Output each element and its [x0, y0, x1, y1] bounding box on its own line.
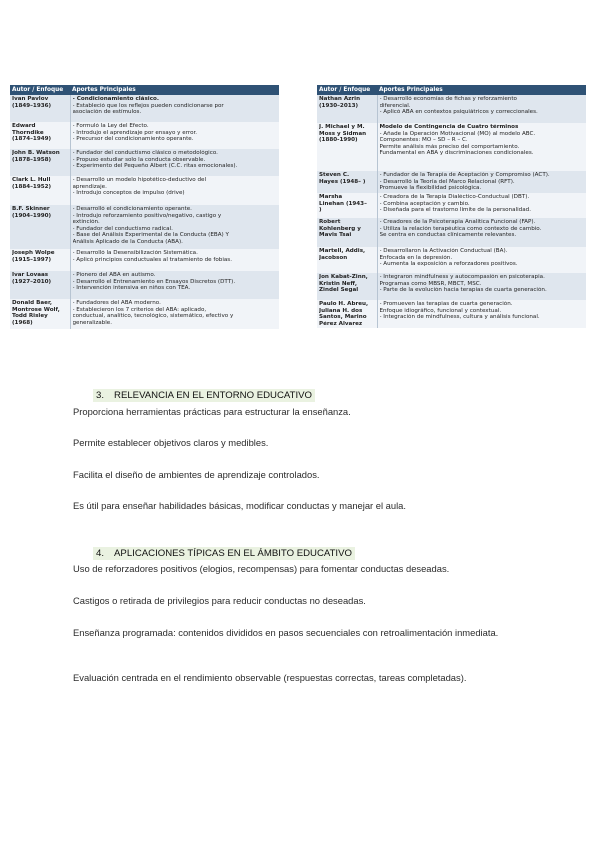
author-cell: Ivar Lovaas (1927–2010) [10, 271, 70, 299]
section-3-heading: 3. RELEVANCIA EN EL ENTORNO EDUCATIVO [93, 389, 315, 402]
table-row [317, 171, 586, 193]
author-cell: Joseph Wolpe (1915–1997) [10, 249, 70, 271]
table-row [317, 95, 586, 123]
section-3-paragraph: Es útil para enseñar habilidades básicas, modificar conductas y manejar el aula. [73, 500, 406, 511]
table-row [10, 122, 279, 149]
table-row [10, 205, 279, 249]
author-cell: Donald Baer, Montrose Wolf, Todd Risley (1968) [10, 299, 70, 329]
author-cell: J. Michael y M. Moss y Sidman (1880-1990) [317, 123, 377, 171]
table-row [10, 176, 279, 205]
author-cell: Marsha Linehan (1943– ) [317, 193, 377, 218]
authors-table-right [317, 85, 586, 328]
table-row [317, 193, 586, 218]
author-cell: Jon Kabat-Zinn, Kristin Neff, Zindel Segal [317, 273, 377, 300]
section-4-heading: 4. APLICACIONES TÍPICAS EN EL ÁMBITO EDUCATIVO [93, 547, 355, 560]
section-3-paragraph: Permite establecer objetivos claros y medibles. [73, 437, 269, 448]
table-row [317, 273, 586, 300]
contributions-cell: - Formuló la Ley del Efecto. - Introdujo el aprendizaje por ensayo y error. - Precursor del condicionamiento operante. [70, 122, 279, 149]
table-row [10, 95, 279, 122]
contributions-cell: - Desarrolló economías de fichas y reforzamiento diferencial. - Aplicó ABA en contextos psiquiátricos y correccionales. [377, 95, 586, 123]
section-4-paragraph: Uso de reforzadores positivos (elogios, recompensas) para fomentar conductas deseadas. [73, 563, 450, 574]
author-cell: Edward Thorndike (1874–1949) [10, 122, 70, 149]
contributions-cell: - Fundador del conductismo clásico o metodológico. - Propuso estudiar solo la conducta observable. - Experimento del Pequeño Albert (C.C. ritas emocionales). [70, 149, 279, 176]
contributions-cell: - Desarrolló un modelo hipotético-deductivo del aprendizaje. - Introdujo conceptos de impulso (drive) [70, 176, 279, 205]
author-cell: Robert Kohlenberg y Mavis Tsai [317, 218, 377, 247]
contributions-cell: - Desarrolló el condicionamiento operante. - Introdujo reforzamiento positivo/negativo, castigo y extinción. - Fundador del conductismo radical. - Base del Análisis Experimental de la Conducta (EBA) Y Análisis Aplicado de la Conducta (ABA). [70, 205, 279, 249]
table-row [317, 300, 586, 328]
contributions-cell: - Condicionamiento clásico. - Estableció que los reflejos pueden condicionarse por asociación de estímulos. [70, 95, 279, 122]
author-cell: Clark L. Hull (1884–1952) [10, 176, 70, 205]
contributions-cell: - Creadores de la Psicoterapia Analítica Funcional (FAP). - Utiliza la relación terapéutica como contexto de cambio. Se centra en conductas clínicamente relevantes. [377, 218, 586, 247]
table-row [317, 247, 586, 273]
contributions-cell: - Fundadores del ABA moderno. - Establecieron los 7 criterios del ABA: aplicado, conductual, analítico, tecnológico, sistemático, efectivo y generalizable. [70, 299, 279, 329]
table-row [317, 123, 586, 171]
contributions-cell: Modelo de Contingencia de Cuatro términos - Añade la Operación Motivacional (MO) al modelo ABC. Componentes: MO – SD – R – C. Permite análisis más preciso del comportamiento. Fundamental en ABA y discriminaciones condicionales. [377, 123, 586, 171]
author-cell: Steven C. Hayes (1948– ) [317, 171, 377, 193]
section-4-paragraph: Castigos o retirada de privilegios para reducir conductas no deseadas. [73, 595, 366, 606]
author-cell: Ivan Pavlov (1849–1936) [10, 95, 70, 122]
header-contributions: Aportes Principales [70, 85, 279, 95]
table-row [10, 249, 279, 271]
contributions-cell: - Desarrollaron la Activación Conductual (BA). Enfocada en la depresión. - Aumenta la exposición a reforzadores positivos. [377, 247, 586, 273]
table-row [10, 271, 279, 299]
author-cell: John B. Watson (1878–1958) [10, 149, 70, 176]
section-4-paragraph: Evaluación centrada en el rendimiento observable (respuestas correctas, tareas completadas). [73, 672, 467, 683]
contributions-cell: - Promueven las terapias de cuarta generación. Enfoque idiográfico, funcional y contextual. - Integración de mindfulness, cultura y análisis funcional. [377, 300, 586, 328]
section-3-paragraph: Proporciona herramientas prácticas para estructurar la enseñanza. [73, 406, 351, 417]
authors-table-left [10, 85, 279, 329]
contributions-cell: - Pionero del ABA en autismo. - Desarrolló el Entrenamiento en Ensayos Discretos (DTT). - Intervención intensiva en niños con TEA. [70, 271, 279, 299]
table-header-row [10, 85, 279, 95]
author-cell: Martell, Addis, Jacobson [317, 247, 377, 273]
section-4-paragraph: Enseñanza programada: contenidos divididos en pasos secuenciales con retroalimentación inmediata. [73, 627, 499, 638]
author-cell: B.F. Skinner (1904–1990) [10, 205, 70, 249]
contributions-cell: - Creadora de la Terapia Dialéctico-Conductual (DBT). - Combina aceptación y cambio. - Diseñada para el trastorno límite de la personalidad. [377, 193, 586, 218]
section-3-paragraph: Facilita el diseño de ambientes de aprendizaje controlados. [73, 469, 320, 480]
header-contributions: Aportes Principales [377, 85, 586, 95]
contributions-cell: - Desarrolló la Desensibilización Sistemática. - Aplicó principios conductuales al tratamiento de fobias. [70, 249, 279, 271]
table-row [317, 218, 586, 247]
author-cell: Nathan Azrin (1930–2013) [317, 95, 377, 123]
table-header-row [317, 85, 586, 95]
contributions-cell: - Integraron mindfulness y autocompasión en psicoterapia. Programas como MBSR, MBCT, MSC. - Parte de la evolución hacia terapias de cuarta generación. [377, 273, 586, 300]
header-author: Autor / Enfoque [317, 85, 377, 95]
table-row [10, 299, 279, 329]
header-author: Autor / Enfoque [10, 85, 70, 95]
author-cell: Paulo H. Abreu, Juliana H. dos Santos, Marino Pérez Álvarez [317, 300, 377, 328]
table-row [10, 149, 279, 176]
contributions-cell: - Fundador de la Terapia de Aceptación y Compromiso (ACT). - Desarrolló la Teoría del Marco Relacional (RFT). Promueve la flexibilidad psicológica. [377, 171, 586, 193]
